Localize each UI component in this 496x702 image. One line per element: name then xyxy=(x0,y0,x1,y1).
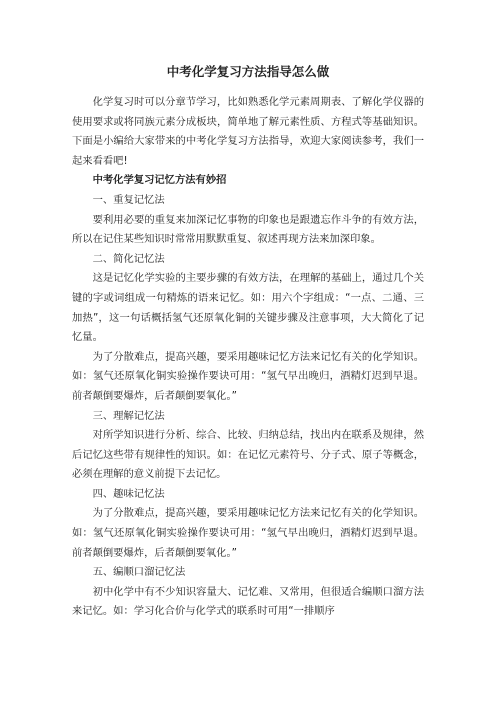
body-paragraph: 四、趣味记忆法 xyxy=(92,487,165,500)
body-paragraph: 初中化学中有不少知识容量大、记忆难、又常用，但很适合编顺口溜方法来记忆。如：学习化合价与化学式的联系时可用“一排顺序 xyxy=(72,585,424,618)
body-paragraph: 一、重复记忆法 xyxy=(92,193,165,206)
body-paragraph: 二、简化记忆法 xyxy=(92,252,165,265)
body-paragraph: 化学复习时可以分章节学习，比如熟悉化学元素周期表、了解化学仪器的使用要求或将同族元素分成板块，简单地了解元素性质、方程式等基础知识。下面是小编给大家带来的中考化学复习方法指导，欢迎大家阅读参考，我们一起来看看吧! xyxy=(72,96,424,167)
body-paragraph: 为了分散难点，提高兴趣，要采用趣味记忆方法来记忆有关的化学知识。如：氢气还原氧化铜实验操作要诀可用：“氢气早出晚归，酒精灯迟到早退。前者颠倒要爆炸，后者颠倒要氧化。” xyxy=(72,507,424,559)
section-heading: 中考化学复习记忆方法有妙招 xyxy=(92,174,227,187)
body-paragraph: 五、编顺口溜记忆法 xyxy=(92,566,186,579)
body-paragraph: 这是记忆化学实验的主要步骤的有效方法，在理解的基础上，通过几个关键的字或词组成一句精炼的语来记忆。如：用六个字组成：“一点、二通、三加热”，这一句话概括氢气还原氧化铜的关键步骤及注意事项，大大简化了记忆量。 xyxy=(72,272,424,344)
document-body xyxy=(72,93,424,622)
body-paragraph: 三、理解记忆法 xyxy=(92,409,165,422)
body-paragraph: 为了分散难点，提高兴趣，要采用趣味记忆方法来记忆有关的化学知识。如：氢气还原氧化铜实验操作要诀可用：“氢气早出晚归，酒精灯迟到早退。前者颠倒要爆炸，后者颠倒要氧化。” xyxy=(72,350,424,402)
body-paragraph: 对所学知识进行分析、综合、比较、归纳总结，找出内在联系及规律，然后记忆这些带有规律性的知识。如：在记忆元素符号、分子式、原子等概念，必须在理解的意义前提下去记忆。 xyxy=(72,429,424,481)
page-title: 中考化学复习方法指导怎么做 xyxy=(166,64,330,79)
body-paragraph: 要利用必要的重复来加深记忆事物的印象也是跟遗忘作斗争的有效方法，所以在记住某些知识时常常用默默重复、叙述再现方法来加深印象。 xyxy=(72,213,424,246)
